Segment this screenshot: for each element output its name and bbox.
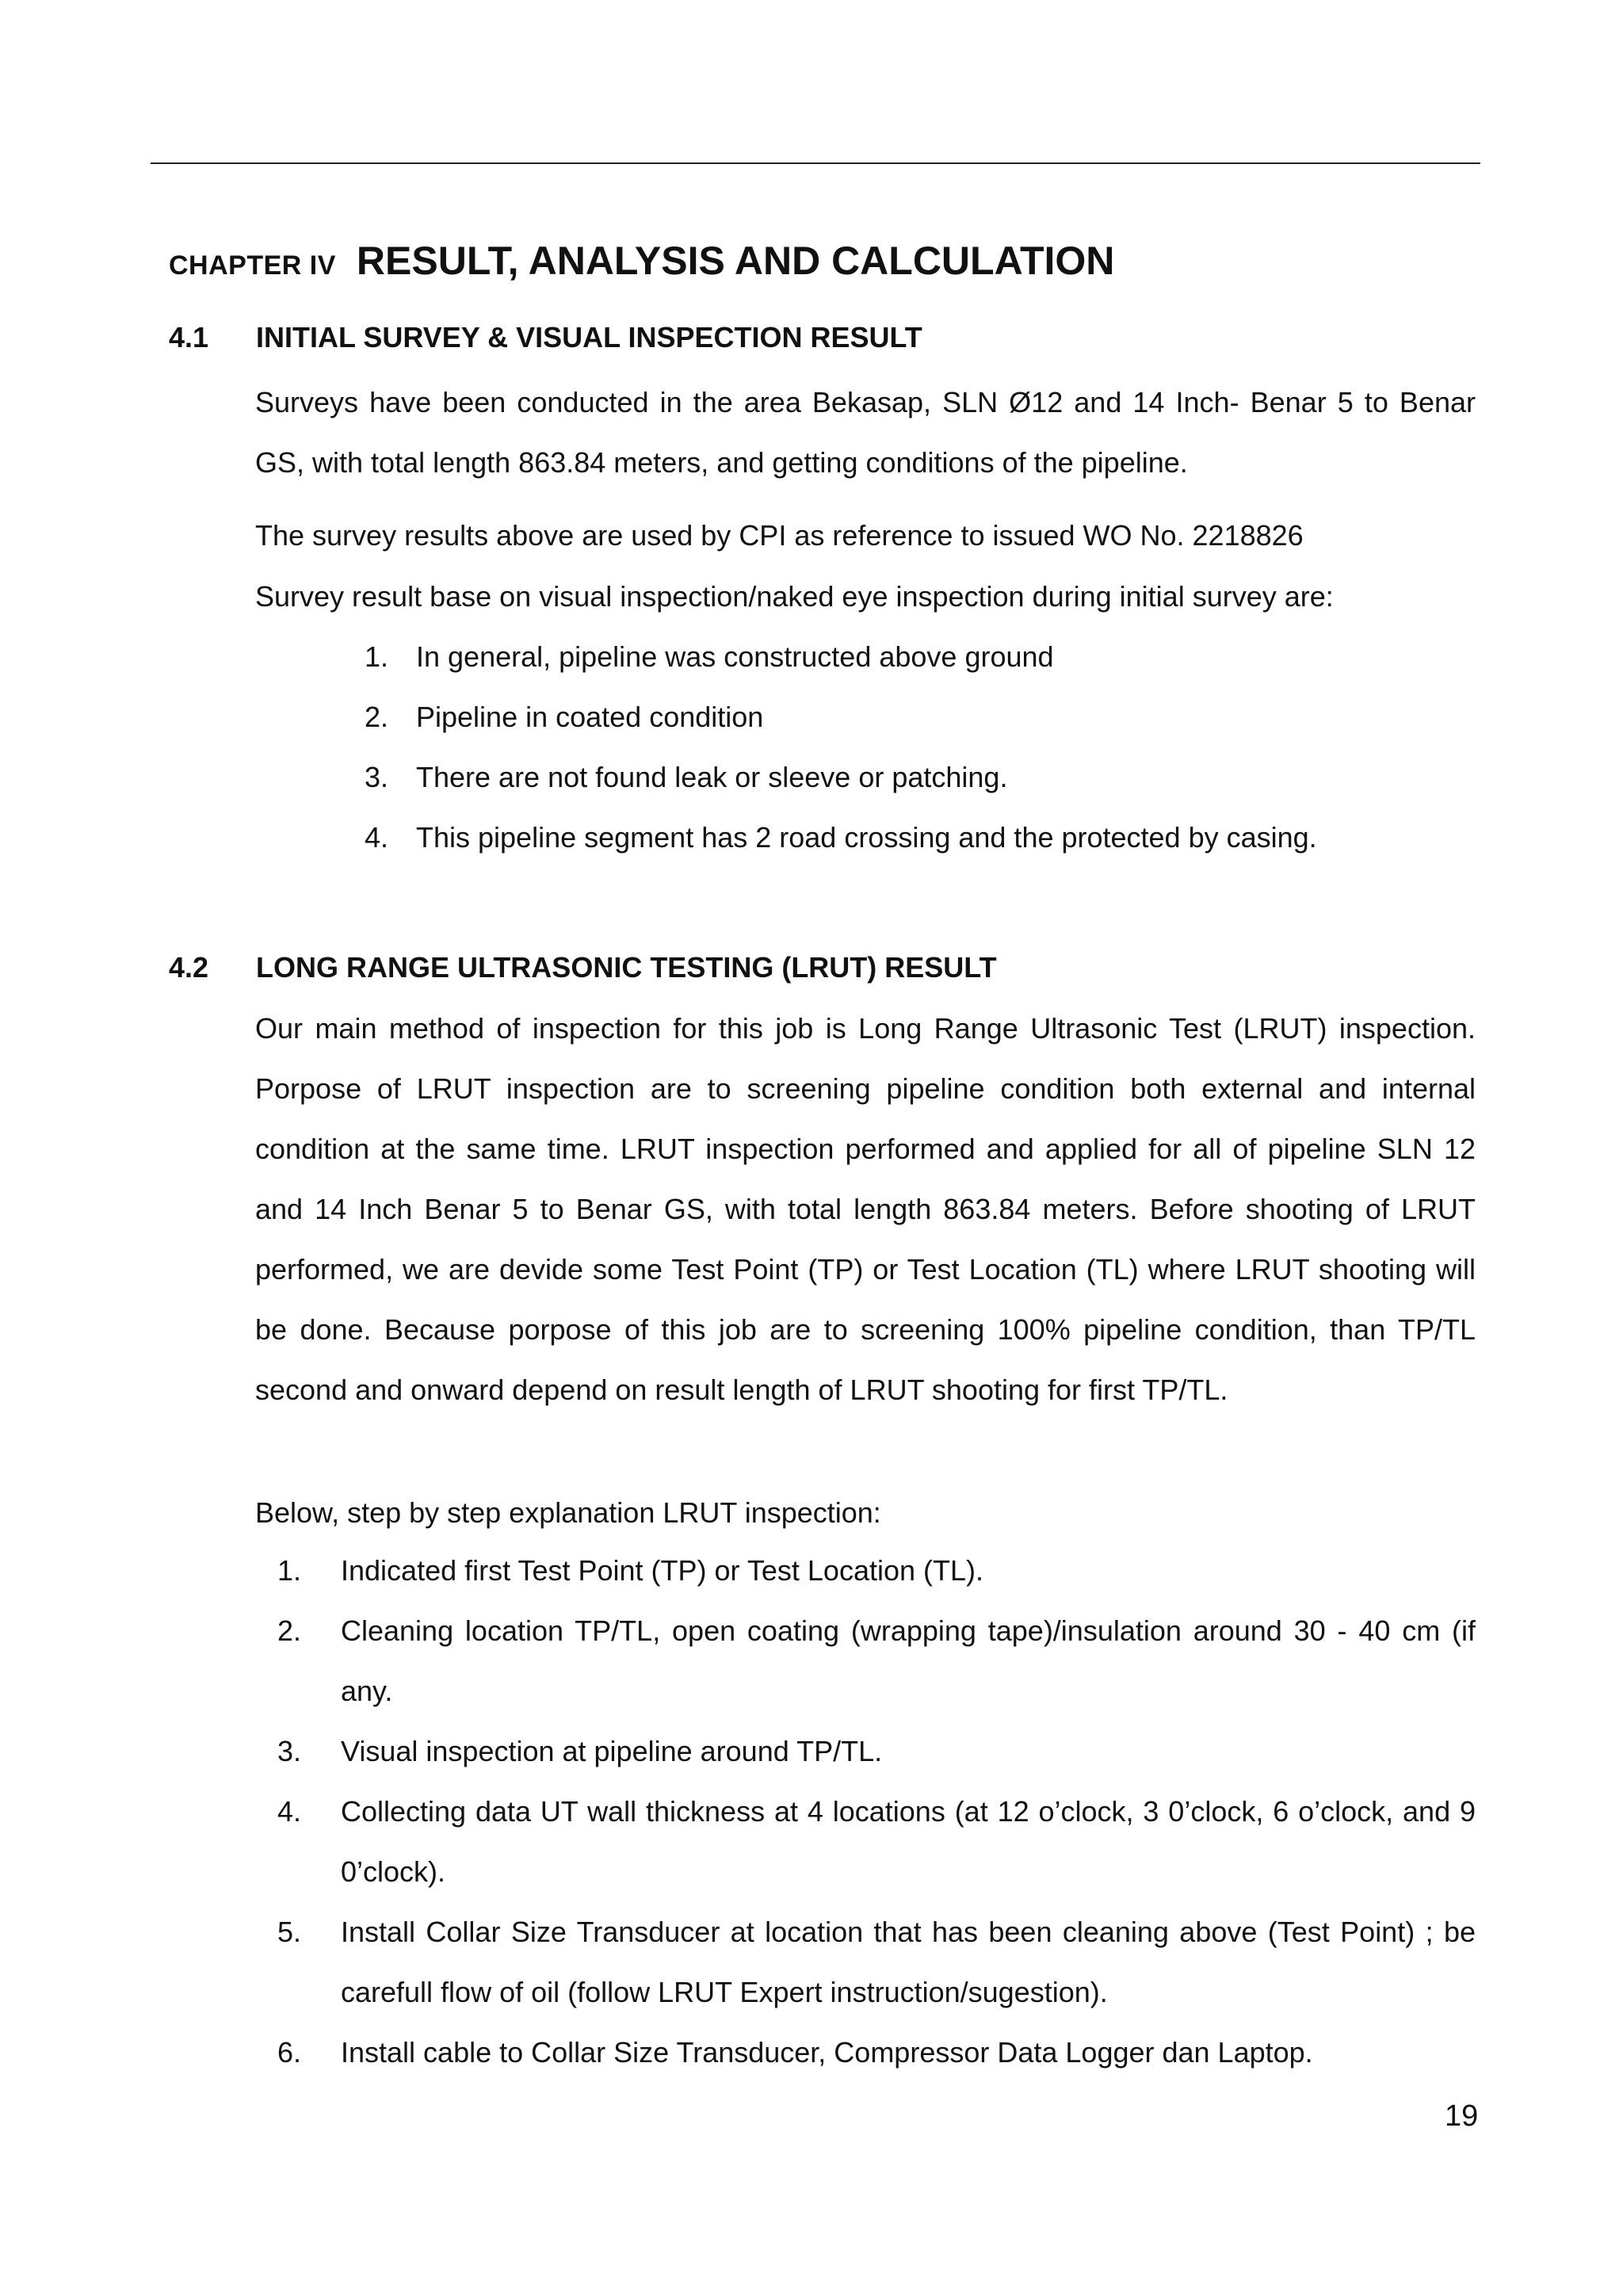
step-item <box>277 1601 1476 1721</box>
chapter-label: CHAPTER IV <box>169 250 336 281</box>
list-item <box>365 761 1474 794</box>
step-text: Collecting data UT wall thickness at 4 locations (at 12 o’clock, 3 0’clock, 6 o’clock, and 9 0’clock). <box>341 1795 1476 1888</box>
page-number: 19 <box>1445 2099 1479 2133</box>
list-item <box>365 701 1474 734</box>
step-item <box>277 1721 1476 1782</box>
step-number: 1. <box>277 1554 302 1587</box>
section-number: 4.2 <box>169 951 209 984</box>
section-heading-4-1 <box>169 321 922 354</box>
chapter-title: RESULT, ANALYSIS AND CALCULATION <box>356 239 1115 283</box>
step-text: Visual inspection at pipeline around TP/TL. <box>341 1735 883 1767</box>
step-number: 4. <box>277 1795 302 1828</box>
step-number: 5. <box>277 1916 302 1948</box>
wo-reference-line: The survey results above are used by CPI as reference to issued WO No. 2218826 <box>255 519 1304 552</box>
list-item-number: 1. <box>365 640 389 673</box>
survey-paragraph: Surveys have been conducted in the area Bekasap, SLN Ø12 and 14 Inch- Benar 5 to Benar GS, with total length 863.84 meters, and getting conditions of the pipeline. <box>255 386 1476 479</box>
list-item-text: Pipeline in coated condition <box>416 701 764 733</box>
step-number: 3. <box>277 1735 302 1767</box>
survey-result-intro: Survey result base on visual inspection/naked eye inspection during initial survey are: <box>255 580 1334 613</box>
step-text: Install Collar Size Transducer at location that has been cleaning above (Test Point) ; be carefull flow of oil (follow LRUT Expert instruction/sugestion). <box>341 1916 1476 2008</box>
section-title: INITIAL SURVEY & VISUAL INSPECTION RESULT <box>256 321 922 353</box>
step-item <box>277 1782 1476 1902</box>
list-item-text: This pipeline segment has 2 road crossing and the protected by casing. <box>416 821 1317 854</box>
header-rule <box>151 162 1480 164</box>
list-item-number: 2. <box>365 701 389 733</box>
section-number: 4.1 <box>169 321 209 353</box>
step-item <box>277 1541 1476 1601</box>
chapter-heading <box>169 238 1114 284</box>
step-item <box>277 2023 1476 2083</box>
list-item <box>365 821 1474 854</box>
section-heading-4-2 <box>169 951 997 984</box>
steps-intro: Below, step by step explanation LRUT inspection: <box>255 1496 881 1529</box>
step-text: Indicated first Test Point (TP) or Test Location (TL). <box>341 1554 984 1587</box>
step-item <box>277 1902 1476 2023</box>
step-number: 2. <box>277 1614 302 1647</box>
lrut-paragraph: Our main method of inspection for this job is Long Range Ultrasonic Test (LRUT) inspection. Porpose of LRUT inspection are to screening pipeline condition both external and internal condition at the same time. LRUT inspection performed and applied for all of pipeline SLN 12 and 14 Inch Benar 5 to Benar GS, with total length 863.84 meters. Before shooting of LRUT performed, we are devide some Test Point (TP) or Test Location (TL) where LRUT shooting will be done. Because porpose of this job are to screening 100% pipeline condition, than TP/TL second and onward depend on result length of LRUT shooting for first TP/TL. <box>255 1012 1476 1406</box>
step-text: Cleaning location TP/TL, open coating (wrapping tape)/insulation around 30 - 40 cm (if any. <box>341 1614 1476 1707</box>
list-item-number: 3. <box>365 761 389 793</box>
list-item-number: 4. <box>365 821 389 854</box>
list-item <box>365 640 1474 674</box>
section-title: LONG RANGE ULTRASONIC TESTING (LRUT) RESULT <box>256 951 997 984</box>
step-text: Install cable to Collar Size Transducer, Compressor Data Logger dan Laptop. <box>341 2036 1313 2069</box>
step-number: 6. <box>277 2036 302 2069</box>
list-item-text: There are not found leak or sleeve or patching. <box>416 761 1008 793</box>
list-item-text: In general, pipeline was constructed above ground <box>416 640 1054 673</box>
